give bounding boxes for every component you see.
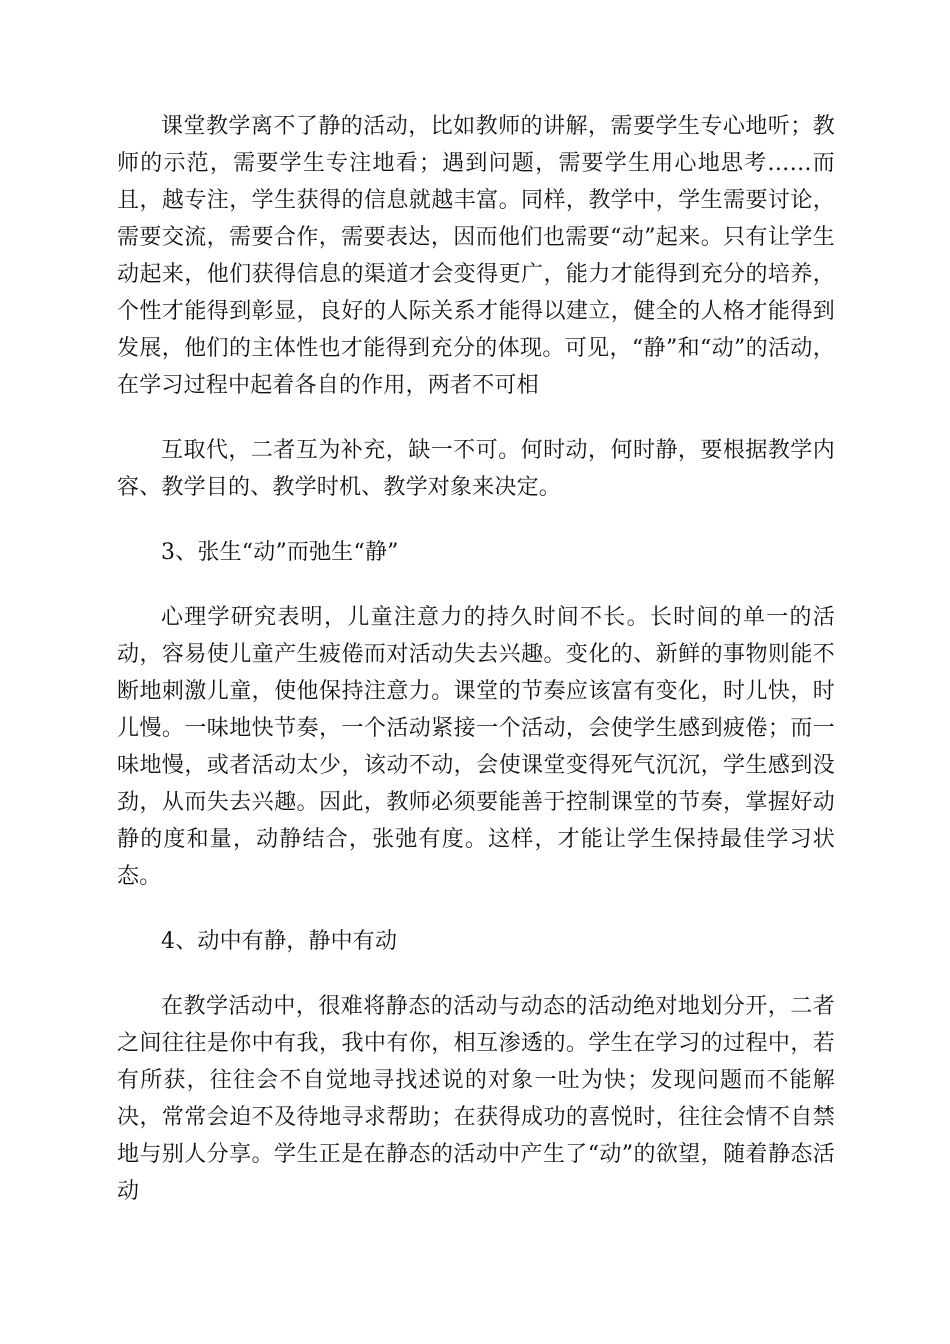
paragraph-static-dynamic-roles: 课堂教学离不了静的活动，比如教师的讲解，需要学生专心地听；教师的示范，需要学生专注地看；遇到问题，需要学生用心地思考……而且，越专注，学生获得的信息就越丰富。同样，教学中，学生需要讨论，需要交流，需要合作，需要表达，因而他们也需要“动”起来。只有让学生动起来，他们获得信息的渠道才会变得更广，能力才能得到充分的培养，个性才能得到彰显，良好的人际关系才能得以建立，健全的人格才能得到发展，他们的主体性也才能得到充分的体现。可见，“静”和“动”的活动，在学习过程中起着各自的作用，两者不可相 [117,114,835,398]
paragraph-complementary: 互取代，二者互为补充，缺一不可。何时动，何时静，要根据教学内容、教学目的、教学时机、教学对象来决定。 [117,438,835,500]
section-heading-3: 3、张生“动”而弛生“静” [161,540,399,565]
document-page [117,108,835,1238]
paragraph-interpenetration: 在教学活动中，很难将静态的活动与动态的活动绝对地划分开，二者之间往往是你中有我，我中有你，相互渗透的。学生在学习的过程中，若有所获，往往会不自觉地寻找述说的对象一吐为快；发现问题而不能解决，常常会迫不及待地寻求帮助；在获得成功的喜悦时，往往会情不自禁地与别人分享。学生正是在静态的活动中产生了“动”的欲望，随着静态活动 [117,994,835,1204]
paragraph-attention-rhythm: 心理学研究表明，儿童注意力的持久时间不长。长时间的单一的活动，容易使儿童产生疲倦而对活动失去兴趣。变化的、新鲜的事物则能不断地刺激儿童，使他保持注意力。课堂的节奏应该富有变化，时儿快，时儿慢。一味地快节奏，一个活动紧接一个活动，会使学生感到疲倦；而一味地慢，或者活动太少，该动不动，会使课堂变得死气沉沉，学生感到没劲，从而失去兴趣。因此，教师必须要能善于控制课堂的节奏，掌握好动静的度和量，动静结合，张弛有度。这样，才能让学生保持最佳学习状态。 [117,605,835,889]
section-heading-4: 4、动中有静，静中有动 [161,929,398,954]
